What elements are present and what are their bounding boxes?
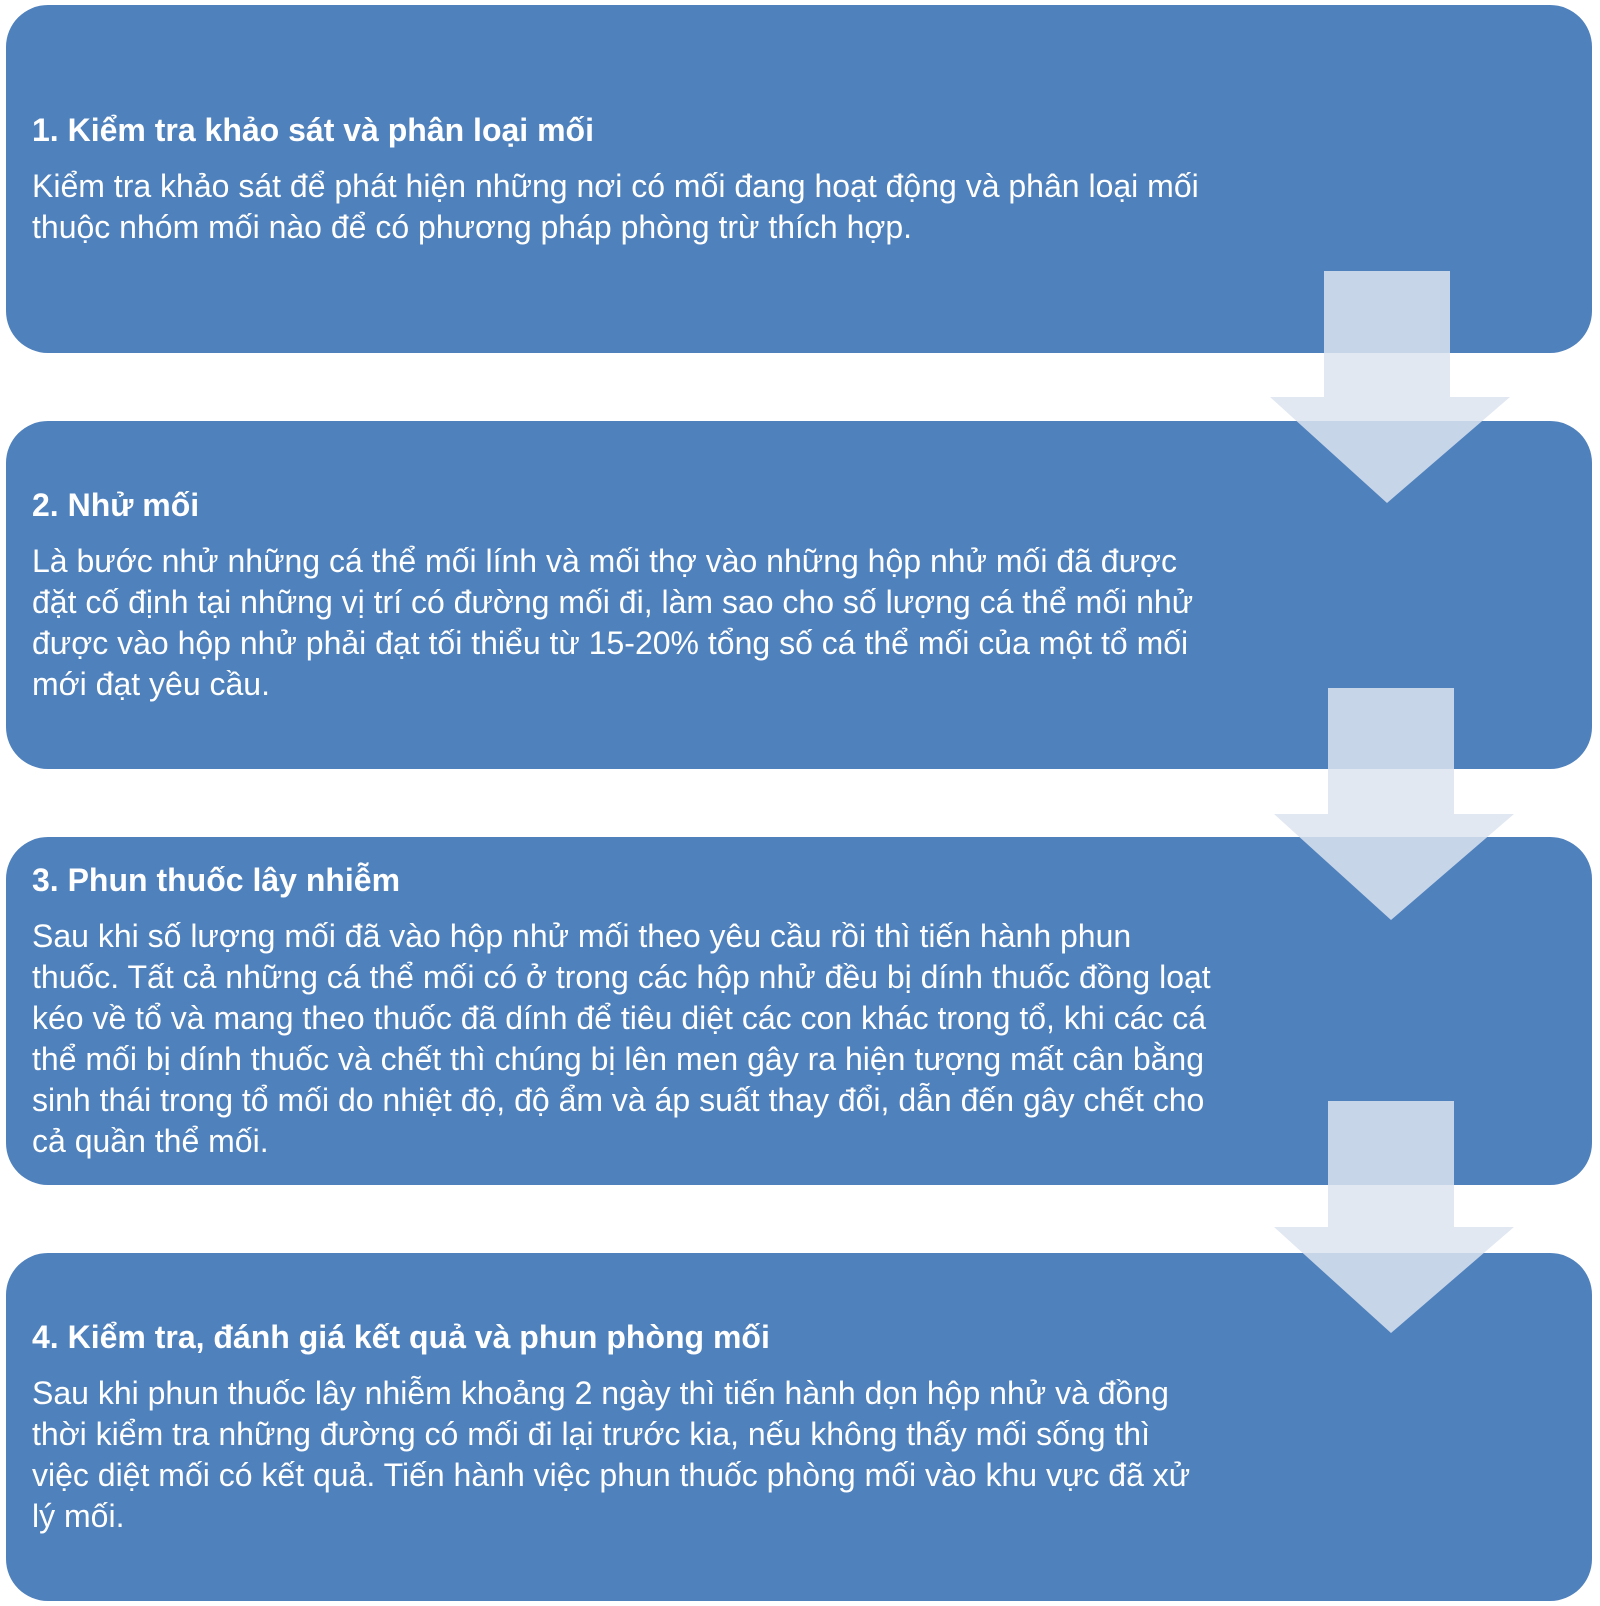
step-content-2	[32, 421, 1212, 769]
step-text-1: Kiểm tra khảo sát để phát hiện những nơi có mối đang hoạt động và phân loại mối thuộc nhóm mối nào để có phương pháp phòng trừ thích hợp.	[32, 168, 1199, 245]
step-title-1: 1. Kiểm tra khảo sát và phân loại mối	[32, 112, 594, 148]
down-arrow-icon	[1270, 271, 1510, 503]
step-title-3: 3. Phun thuốc lây nhiễm	[32, 862, 401, 898]
down-arrow-icon	[1274, 688, 1514, 920]
step-content-4	[32, 1253, 1212, 1601]
step-text-4: Sau khi phun thuốc lây nhiễm khoảng 2 ngày thì tiến hành dọn hộp nhử và đồng thời kiểm tra những đường có mối đi lại trước kia, nếu không thấy mối sống thì việc diệt mối có kết quả. Tiến hành việc phun thuốc phòng mối vào khu vực đã xử lý mối.	[32, 1375, 1191, 1534]
step-text-2: Là bước nhử những cá thể mối lính và mối thợ vào những hộp nhử mối đã được đặt cố định tại những vị trí có đường mối đi, làm sao cho số lượng cá thể mối nhử được vào hộp nhử phải đạt tối thiểu từ 15-20% tổng số cá thể mối của một tổ mối mới đạt yêu cầu.	[32, 543, 1194, 702]
step-content-1	[32, 5, 1212, 353]
step-title-4: 4. Kiểm tra, đánh giá kết quả và phun phòng mối	[32, 1319, 770, 1355]
step-content-3	[32, 837, 1212, 1185]
down-arrow-icon	[1274, 1101, 1514, 1333]
step-text-3: Sau khi số lượng mối đã vào hộp nhử mối theo yêu cầu rồi thì tiến hành phun thuốc. Tất cả những cá thể mối có ở trong các hộp nhử đều bị dính thuốc đồng loạt kéo về tổ và mang theo thuốc đã dính để tiêu diệt các con khác trong tổ, khi các cá thể mối bị dính thuốc và chết thì chúng bị lên men gây ra hiện tượng mất cân bằng sinh thái trong tổ mối do nhiệt độ, độ ẩm và áp suất thay đổi, dẫn đến gây chết cho cả quần thể mối.	[32, 918, 1211, 1159]
step-title-2: 2. Nhử mối	[32, 487, 200, 523]
